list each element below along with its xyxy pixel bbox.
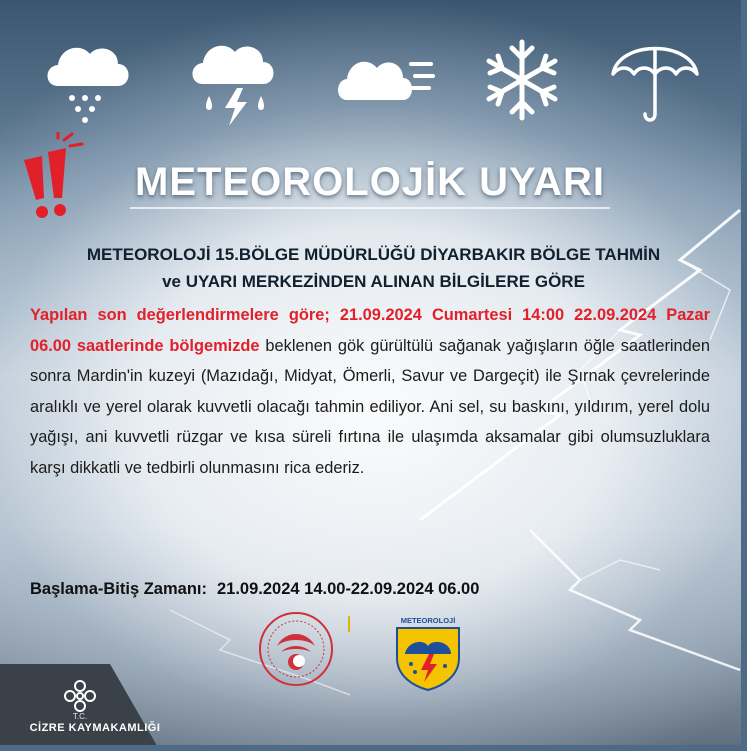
meteoroloji-shield-icon (393, 614, 463, 692)
source-headline-line1: METEOROLOJİ 15.BÖLGE MÜDÜRLÜĞÜ DİYARBAKIR BÖLGE TAHMİN (86, 245, 661, 264)
lightning-bolt-icon (520, 520, 747, 680)
meteoroloji-logo-label: METEOROLOJİ (400, 616, 456, 625)
title-underline (130, 207, 610, 209)
snow-cloud-icon (40, 30, 140, 130)
start-end-time-value: 21.09.2024 14.00-22.09.2024 06.00 (216, 580, 480, 598)
snowflake-icon (472, 30, 572, 130)
umbrella-icon (605, 30, 705, 130)
kaymakamlik-emblem-icon (62, 678, 98, 714)
kaymakamlik-corner (0, 664, 160, 751)
source-headline (20, 241, 727, 295)
highlighted-period-text: Yapılan son değerlendirmelere göre; 21.09.2024 Cumartesi 14:00 22.09.2024 Pazar 06.00 saatlerinde bölgemizde (30, 306, 710, 355)
kaymakamlik-subtitle: T.C. (72, 712, 88, 721)
ministry-seal-logo (257, 610, 335, 688)
warning-body-text (30, 300, 710, 483)
windy-cloud-icon (335, 30, 435, 130)
start-end-time (30, 580, 710, 599)
warning-exclamation-icon (14, 132, 88, 224)
logo-separator (348, 616, 350, 632)
thunderstorm-cloud-icon (185, 30, 285, 130)
start-end-time-label: Başlama-Bitiş Zamanı: (30, 580, 207, 598)
source-headline-line2: ve UYARI MERKEZİNDEN ALINAN BİLGİLERE GÖRE (162, 272, 585, 291)
kaymakamlik-name: CİZRE KAYMAKAMLIĞI (29, 722, 161, 734)
warning-title: METEOROLOJİK UYARI (135, 160, 605, 204)
meteoroloji-logo (393, 614, 463, 692)
weather-icons-row (40, 30, 700, 130)
warning-details-text: beklenen gök gürültülü sağanak yağışların öğle saatlerinden sonra Mardin'in kuzeyi (Mazıdağı, Midyat, Ömerli, Savur ve Dargeçit) ile Şırnak çevrelerinde aralıklı ve yerel olarak kuvvetli olacağı tahmin ediliyor. Ani sel, su baskını, yıldırım, yerel dolu yağışı, ani kuvvetli rüzgar ve kısa süreli fırtına ile ulaşımda aksamalar gibi olumsuzluklara karşı dikkatli ve tedbirli olunmasını rica ederiz. (30, 336, 711, 477)
